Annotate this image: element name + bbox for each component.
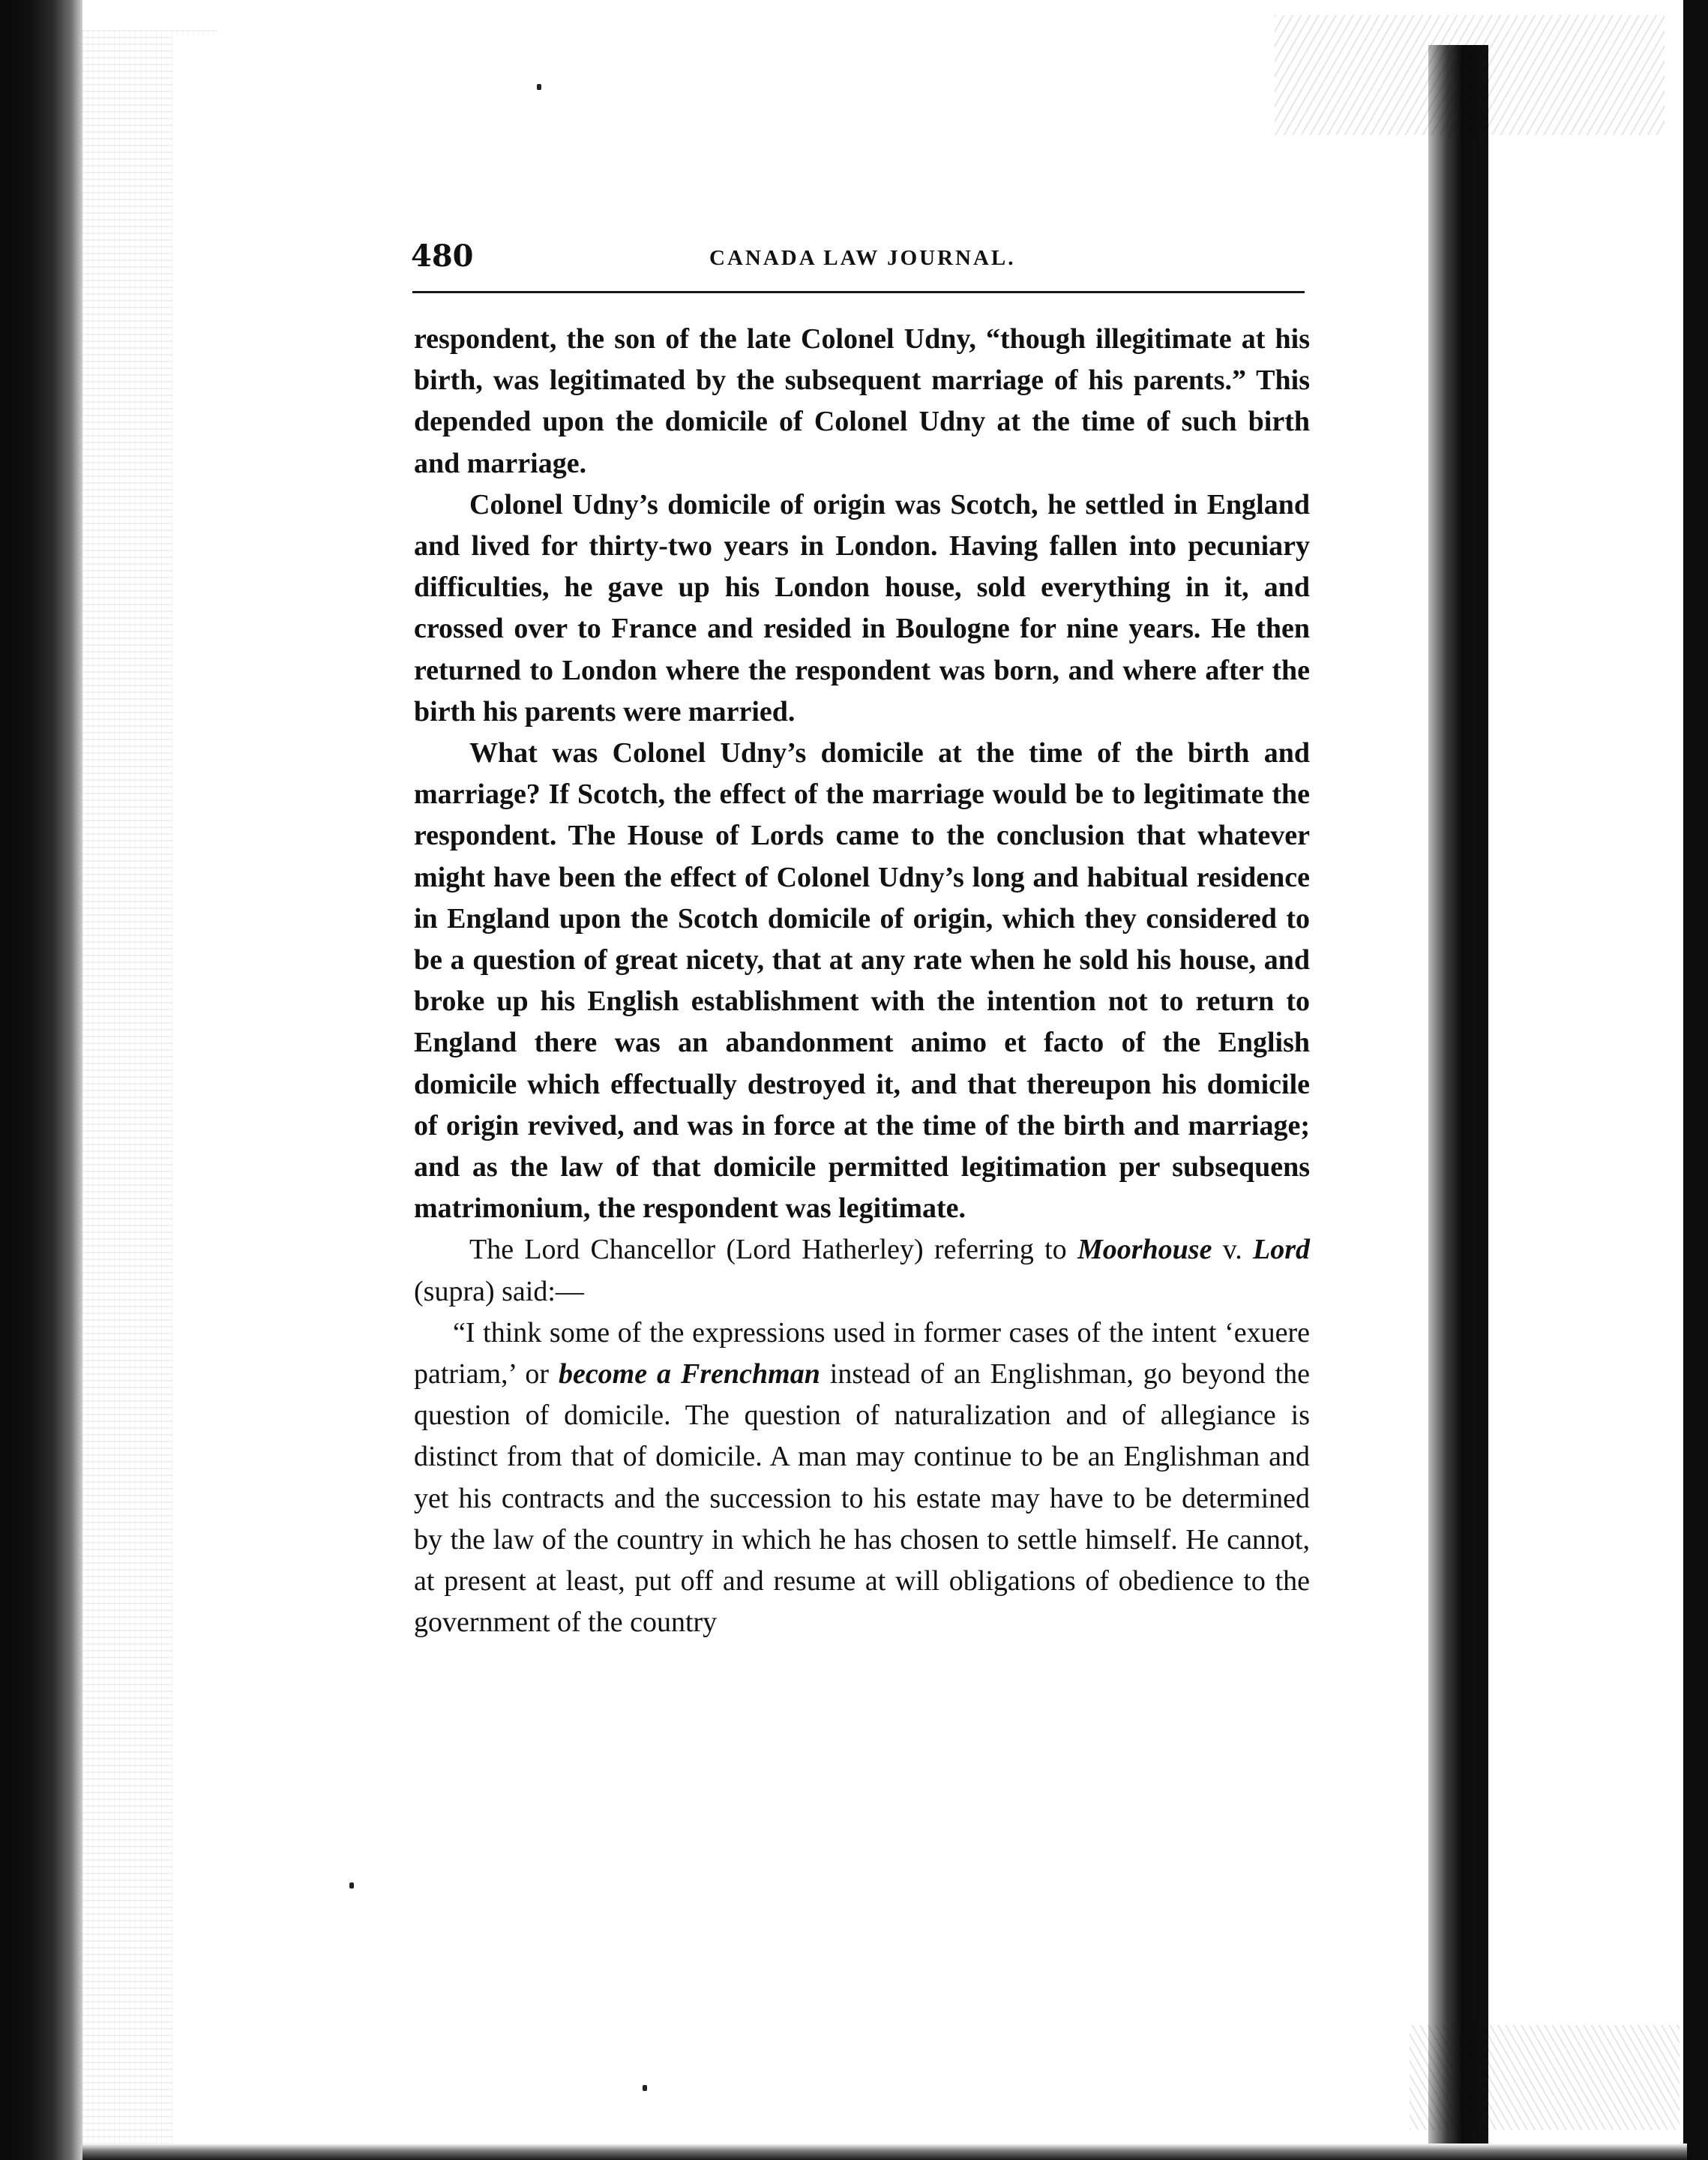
- quotation-emphasis: become a Frenchman: [558, 1358, 820, 1390]
- case-name-lord: Lord: [1253, 1234, 1310, 1266]
- paragraph-lead: The Lord Chancellor (Lord Hatherley) referring to: [469, 1234, 1077, 1266]
- running-head: CANADA LAW JOURNAL.: [709, 246, 1016, 270]
- right-binding-shadow: [1428, 45, 1488, 2145]
- bottom-right-scan-noise: [1410, 2025, 1680, 2130]
- quotation-lead: “I think some of the expressions used in former cases of the intent ‘exuere patriam,’ or: [414, 1316, 1310, 1390]
- paragraph-text: What was Colonel Udny’s domicile at the time of the birth and marriage? If Scotch, the effect of the marriage would be to legitimate the respondent. The House of Lords came to the conclusion that whatever might have been the effect of Colonel Udny’s long and habitual residence in England upon the Scotch domicile of origin, which they considered to be a question of great nicety, that at any rate when he sold his house, and broke up his English establishment with the intention not to return to England there was an abandonment animo et facto of the English domicile which effectually destroyed it, and that thereupon his domicile of origin revived, and was in force at the time of the birth and marriage; and as the law of that domicile permitted legitimation per subsequens matrimonium, the respondent was legitimate.: [414, 737, 1310, 1225]
- paragraph: [414, 1229, 1310, 1312]
- bottom-scan-edge: [82, 2144, 1687, 2160]
- paragraph: Colonel Udny’s domicile of origin was Scotch, he settled in England and lived for thirty-two years in London. Having fallen into pecuniary difficulties, he gave up his London house, sold everything in it, and crossed over to France and resided in Boulogne for nine years. He then returned to London where the respondent was born, and where after the birth his parents were married.: [414, 488, 1310, 728]
- scan-speck: [349, 1882, 354, 1888]
- quotation-paragraph: [414, 1312, 1310, 1644]
- paragraph-mid: v.: [1212, 1234, 1253, 1266]
- paragraph: [414, 733, 1310, 1229]
- page-number: 480: [411, 238, 474, 274]
- page-header: [411, 238, 1311, 284]
- top-right-scan-noise: [1275, 15, 1665, 135]
- quotation-tail: instead of an Englishman, go beyond the question of domicile. The question of naturalization and of allegiance is distinct from that of domicile. A man may continue to be an Englishman and yet his contracts and the succession to his estate may have to be determined by the law of the country in which he has chosen to settle himself. He cannot, at present at least, put off and resume at will obligations of obedience to the government of the country: [414, 1358, 1310, 1639]
- body-text: [414, 319, 1310, 1644]
- paragraph-tail: (supra) said:—: [414, 1275, 584, 1307]
- right-page-strip: [1488, 112, 1683, 2122]
- scan-speck: [643, 2085, 647, 2091]
- case-name-moorhouse: Moorhouse: [1077, 1234, 1212, 1266]
- left-binding-shadow: [0, 0, 82, 2160]
- paragraph: respondent, the son of the late Colonel Udny, “though illegitimate at his birth, was legitimated by the subsequent marriage of his parents.” This depended upon the domicile of Colonel Udny at the time of such birth and marriage.: [414, 323, 1310, 479]
- header-rule: [412, 291, 1305, 293]
- right-scan-edge: [1683, 0, 1708, 2160]
- scan-speck: [537, 84, 541, 90]
